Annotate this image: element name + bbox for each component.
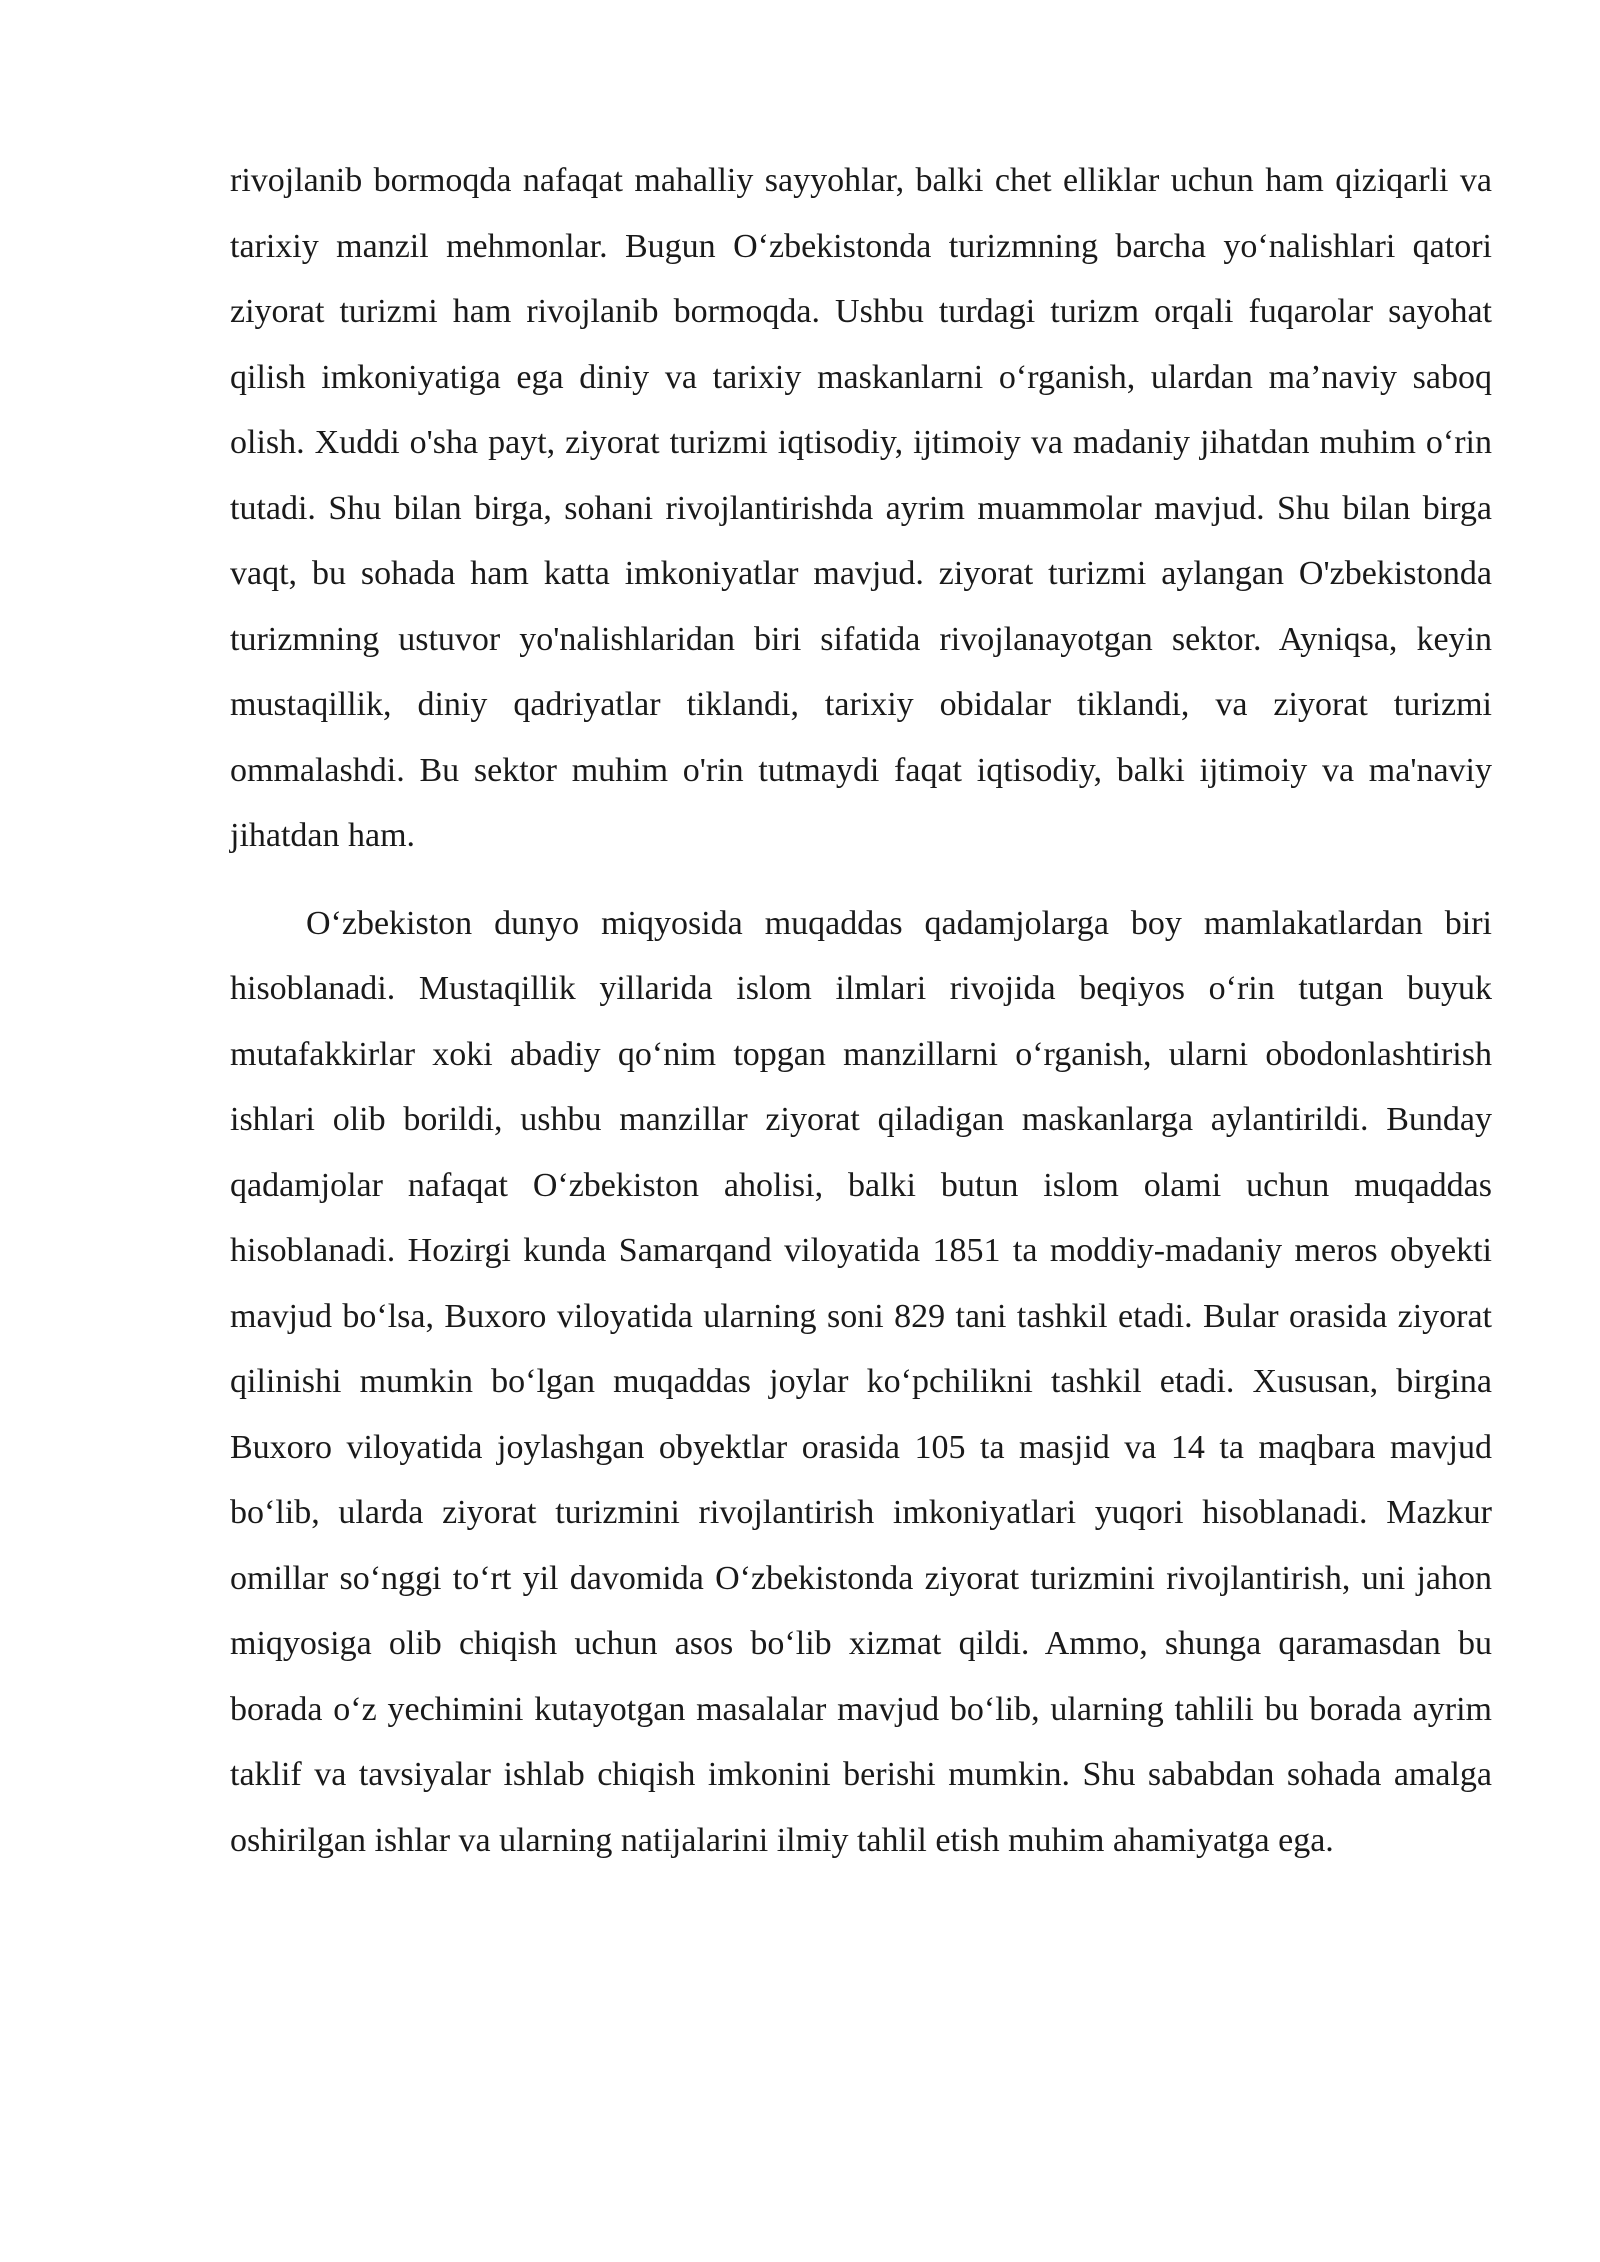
document-body [230,148,1492,1873]
body-paragraph-1: rivojlanib bormoqda nafaqat mahalliy sayyohlar, balki chet elliklar uchun ham qiziqarli va tarixiy manzil mehmonlar. Bugun O‘zbekistonda turizmning barcha yo‘nalishlari qatori ziyorat turizmi ham rivojlanib bormoqda. Ushbu turdagi turizm orqali fuqarolar sayohat qilish imkoniyatiga ega diniy va tarixiy maskanlarni o‘rganish, ulardan ma’naviy saboq olish. Xuddi o'sha payt, ziyorat turizmi iqtisodiy, ijtimoiy va madaniy jihatdan muhim o‘rin tutadi. Shu bilan birga, sohani rivojlantirishda ayrim muammolar mavjud. Shu bilan birga vaqt, bu sohada ham katta imkoniyatlar mavjud. ziyorat turizmi aylangan O'zbekistonda turizmning ustuvor yo'nalishlaridan biri sifatida rivojlanayotgan sektor. Ayniqsa, keyin mustaqillik, diniy qadriyatlar tiklandi, tarixiy obidalar tiklandi, va ziyorat turizmi ommalashdi. Bu sektor muhim o'rin tutmaydi faqat iqtisodiy, balki ijtimoiy va ma'naviy jihatdan ham. [230,162,1492,854]
body-paragraph-2: O‘zbekiston dunyo miqyosida muqaddas qadamjolarga boy mamlakatlardan biri hisoblanadi. Mustaqillik yillarida islom ilmlari rivojida beqiyos o‘rin tutgan buyuk mutafakkirlar xoki abadiy qo‘nim topgan manzillarni o‘rganish, ularni obodonlashtirish ishlari olib borildi, ushbu manzillar ziyorat qiladigan maskanlarga aylantirildi. Bunday qadamjolar nafaqat O‘zbekiston aholisi, balki butun islom olami uchun muqaddas hisoblanadi. Hozirgi kunda Samarqand viloyatida 1851 ta moddiy-madaniy meros obyekti mavjud bo‘lsa, Buxoro viloyatida ularning soni 829 tani tashkil etadi. Bular orasida ziyorat qilinishi mumkin bo‘lgan muqaddas joylar ko‘pchilikni tashkil etadi. Xususan, birgina Buxoro viloyatida joylashgan obyektlar orasida 105 ta masjid va 14 ta maqbara mavjud bo‘lib, ularda ziyorat turizmini rivojlantirish imkoniyatlari yuqori hisoblanadi. Mazkur omillar so‘nggi to‘rt yil davomida O‘zbekistonda ziyorat turizmini rivojlantirish, uni jahon miqyosiga olib chiqish uchun asos bo‘lib xizmat qildi. Ammo, shunga qaramasdan bu borada o‘z yechimini kutayotgan masalalar mavjud bo‘lib, ularning tahlili bu borada ayrim taklif va tavsiyalar ishlab chiqish imkonini berishi mumkin. Shu sababdan sohada amalga oshirilgan ishlar va ularning natijalarini ilmiy tahlil etish muhim ahamiyatga ega. [230,904,1492,1859]
